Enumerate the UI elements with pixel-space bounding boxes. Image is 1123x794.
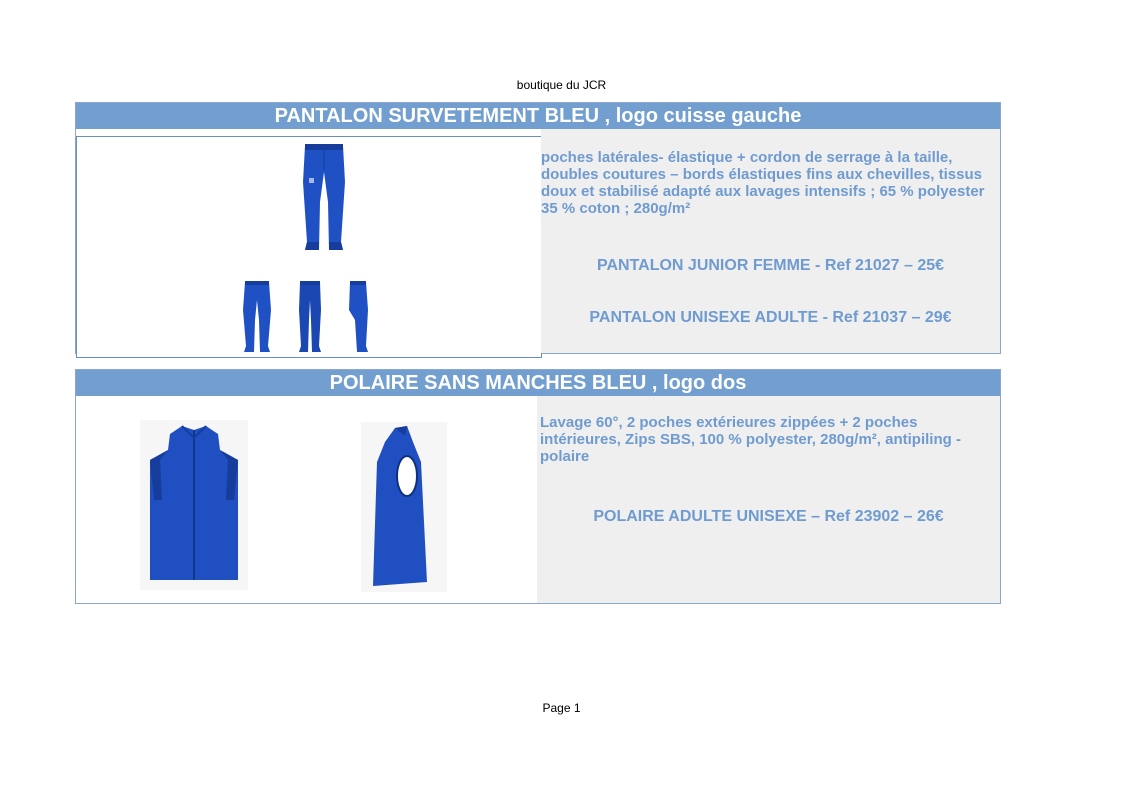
pants-side-image-2 — [345, 280, 371, 354]
product-title: PANTALON SURVETEMENT BLEU , logo cuisse gauche — [76, 103, 1000, 129]
product-description: Lavage 60°, 2 poches extérieures zippées + 2 poches intérieures, Zips SBS, 100 % polyester, 280g/m², antipiling - polaire — [540, 414, 961, 465]
product-description: poches latérales- élastique + cordon de serrage à la taille, doubles coutures – bords élastiques fins aux chevilles, tissus doux et stabilisé adapté aux lavages intensifs ; 65 % polyester 35 % coton ; 280g/m² — [541, 149, 985, 217]
pants-front-image — [299, 142, 349, 254]
pants-back-image — [297, 280, 323, 354]
fleece-vest-front-image — [140, 420, 248, 590]
product-section-fleece — [75, 369, 1001, 604]
product-photo-frame — [76, 136, 542, 358]
product-info-panel — [541, 129, 1000, 353]
product-reference-junior: PANTALON JUNIOR FEMME - Ref 21027 – 25€ — [596, 257, 945, 274]
page-footer: Page 1 — [542, 701, 581, 715]
fleece-vest-side-image — [361, 422, 447, 592]
product-reference-adult: PANTALON UNISEXE ADULTE - Ref 21037 – 29€ — [589, 309, 952, 326]
product-section-pants — [75, 102, 1001, 354]
product-reference-adult: POLAIRE ADULTE UNISEXE – Ref 23902 – 26€ — [593, 508, 944, 525]
product-info-panel — [537, 396, 1000, 603]
product-title: POLAIRE SANS MANCHES BLEU , logo dos — [76, 370, 1000, 396]
page-header: boutique du JCR — [516, 78, 607, 92]
pants-side-image — [241, 280, 273, 354]
